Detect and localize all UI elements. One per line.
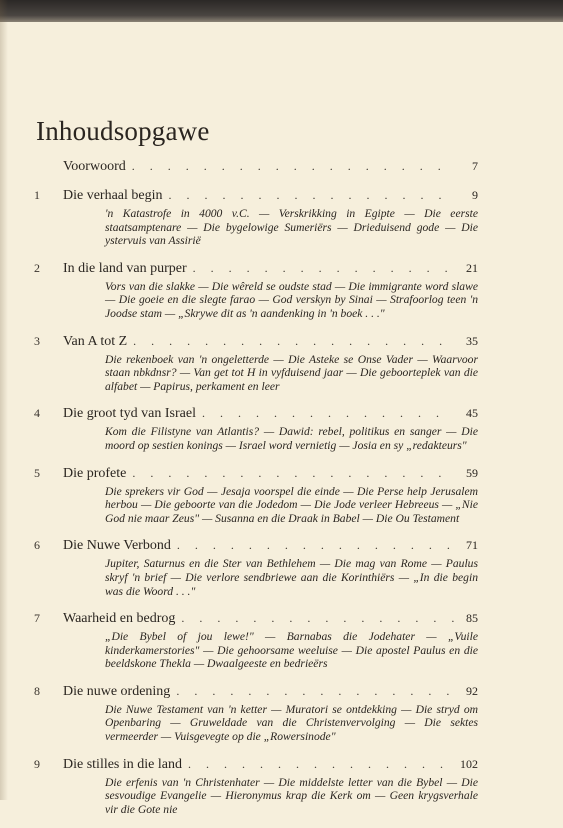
toc-entry-voorwoord xyxy=(34,158,478,175)
leader-dots xyxy=(132,158,454,175)
table-of-contents xyxy=(34,158,478,828)
page-number: 71 xyxy=(466,538,478,553)
chapter-title: Van A tot Z xyxy=(63,333,128,349)
toc-entry-7 xyxy=(34,610,478,671)
chapter-title: Die profete xyxy=(63,465,127,481)
leader-dots xyxy=(193,260,454,277)
chapter-title: Voorwoord xyxy=(63,159,126,174)
toc-entry-9 xyxy=(34,756,478,817)
chapter-title: In die land van purper xyxy=(63,260,187,276)
toc-entry-6 xyxy=(34,537,478,598)
chapter-number: 2 xyxy=(34,260,40,275)
page-number: 102 xyxy=(460,756,478,771)
chapter-title: Die Nuwe Verbond xyxy=(63,538,171,554)
chapter-title: Waarheid en bedrog xyxy=(63,611,176,627)
page-number: 35 xyxy=(466,333,478,348)
page-number: 45 xyxy=(466,406,478,421)
leader-dots xyxy=(202,405,454,422)
page-number: 9 xyxy=(472,188,478,202)
leader-dots xyxy=(181,610,454,627)
chapter-summary: 'n Katastrofe in 4000 v.C. — Verskrikking in Egipte — Die eerste staatsamptenare — Die bygelowige Sumeriërs — Drieduisend gode — Die ystervuis van Assirië xyxy=(105,207,478,248)
page-number: 59 xyxy=(466,465,478,480)
toc-entry-2 xyxy=(34,260,478,321)
toc-entry-3 xyxy=(34,333,478,394)
chapter-summary: Die sprekers vir God — Jesaja voorspel die einde — Die Perse help Jerusalem herbou — Die geboorte van die Jodedom — Die Jode verleer Hebreeus — „Nie God nie maar Zeus" — Susanna en die Draak in Babel — Die Ou Testament xyxy=(105,484,478,525)
chapter-number: 7 xyxy=(34,611,40,626)
page-number: 85 xyxy=(466,611,478,626)
chapter-summary: Jupiter, Saturnus en die Ster van Bethlehem — Die mag van Rome — Paulus skryf 'n brief — Die verlore sendbriewe aan die Korinthiërs — „In die begin was die Woord . . ." xyxy=(105,557,478,598)
toc-entry-5 xyxy=(34,465,478,526)
chapter-number: 3 xyxy=(34,333,40,348)
chapter-title: Die groot tyd van Israel xyxy=(63,406,196,422)
page-number: 21 xyxy=(466,260,478,275)
chapter-summary: „Die Bybel of jou lewe!" — Barnabas die Jodehater — „Vuile kinderkamerstories" — Die gehoorsame weeluise — Die apostel Paulus en die beeldskone Thekla — Dwaalgeeste en bedrieërs xyxy=(105,630,478,671)
toc-entry-4 xyxy=(34,405,478,452)
chapter-number: 1 xyxy=(34,188,40,202)
chapter-summary: Kom die Filistyne van Atlantis? — Dawid: rebel, politikus en sanger — Die moord op sestien konings — Israel word vernietig — Josia en sy „redakteurs" xyxy=(105,425,478,452)
leader-dots xyxy=(188,756,454,773)
chapter-number: 5 xyxy=(34,465,40,480)
leader-dots xyxy=(132,465,454,482)
chapter-title: Die verhaal begin xyxy=(63,188,163,203)
chapter-summary: Die Nuwe Testament van 'n ketter — Muratori se ontdekking — Die stryd om Openbaring — Gruweldade van die Christenvervolging — Die sektes vermeerder — Vuisgevegte op die „Rowersinode" xyxy=(105,702,478,744)
leader-dots xyxy=(176,683,454,700)
chapter-summary: Die erfenis van 'n Christenhater — Die middelste letter van die Bybel — Die sesvoudige Evangelie — Hieronymus krap die Kerk om — Geen krygsverhale vir die Gote nie xyxy=(105,775,478,816)
leader-dots xyxy=(177,537,454,554)
toc-entry-1 xyxy=(34,187,478,248)
chapter-title: Die stilles in die land xyxy=(63,756,182,772)
leader-dots xyxy=(133,333,454,350)
page-title: Inhoudsopgawe xyxy=(36,116,210,146)
page-top-edge xyxy=(0,0,563,22)
page-number: 7 xyxy=(472,159,478,173)
chapter-title: Die nuwe ordening xyxy=(63,683,171,699)
chapter-number: 4 xyxy=(34,406,40,421)
page-gutter-shadow xyxy=(0,0,8,800)
chapter-summary: Die rekenboek van 'n ongeletterde — Die Asteke se Onse Vader — Waarvoor staan nbkdnsr? — Van get tot H in vyfduisend jaar — Die geboorteplek van die alfabet — Papirus, perkament en leer xyxy=(105,352,478,393)
toc-entry-8 xyxy=(34,683,478,744)
chapter-number: 6 xyxy=(34,538,40,553)
leader-dots xyxy=(169,187,454,204)
chapter-number: 8 xyxy=(34,683,40,698)
chapter-number: 9 xyxy=(34,756,40,771)
page-number: 92 xyxy=(466,683,478,698)
chapter-summary: Vors van die slakke — Die wêreld se oudste stad — Die immigrante word slawe — Die goeie en die slegte farao — God verskyn by Sinai — Strafoorlog teen 'n Joodse stam — „Skrywe dit as 'n aandenking in 'n boek . . ." xyxy=(105,279,478,320)
